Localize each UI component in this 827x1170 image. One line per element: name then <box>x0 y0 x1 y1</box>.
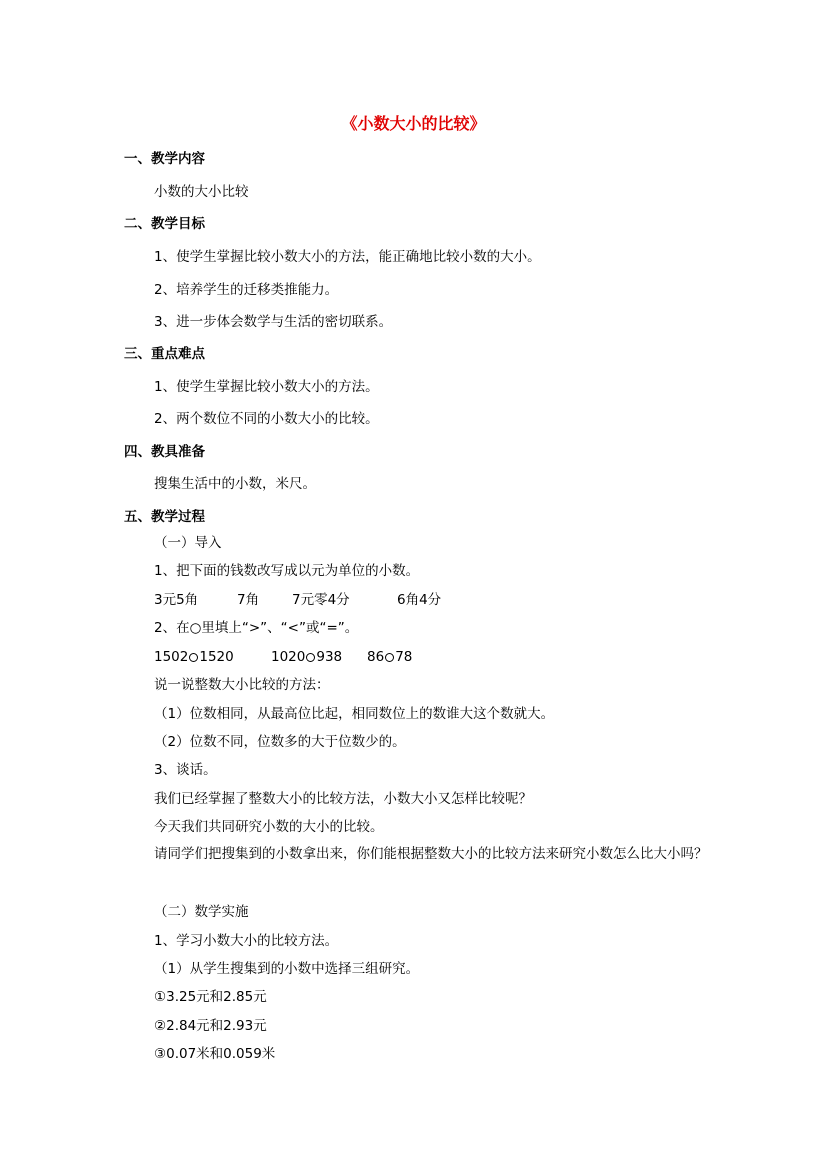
money-item: 7角 <box>237 592 260 608</box>
blank-circle-icon <box>189 653 198 662</box>
method-prompt: 说一说整数大小比较的方法： <box>154 677 330 693</box>
section-1-heading: 一、教学内容 <box>124 151 205 167</box>
section-4-heading: 四、教具准备 <box>124 444 205 460</box>
blank-circle-icon <box>385 653 394 662</box>
comparison-right: 938 <box>316 649 343 665</box>
goal-item: 3、进一步体会数学与生活的密切联系。 <box>154 314 393 330</box>
talk-line: 今天我们共同研究小数的大小的比较。 <box>154 819 384 835</box>
section-5-heading: 五、教学过程 <box>124 509 205 525</box>
comparison-item <box>367 648 412 666</box>
section-2-heading: 二、教学目标 <box>124 216 205 232</box>
learn-heading: 1、学习小数大小的比较方法。 <box>154 933 339 949</box>
comparison-right: 1520 <box>199 649 234 665</box>
question-2: 2、在○里填上“>”、“<”或“=”。 <box>154 620 359 636</box>
question-3: 3、谈话。 <box>154 762 217 778</box>
section-1-text: 小数的大小比较 <box>154 184 249 200</box>
key-point-item: 1、使学生掌握比较小数大小的方法。 <box>154 379 379 395</box>
group-item: ②2.84元和2.93元 <box>154 1018 267 1034</box>
group-item: ①3.25元和2.85元 <box>154 989 267 1005</box>
section-3-heading: 三、重点难点 <box>124 346 205 362</box>
money-item: 7元零4分 <box>292 592 350 608</box>
money-item: 6角4分 <box>397 592 442 608</box>
subsection-1-heading: （一）导入 <box>154 535 222 551</box>
group-item: ③0.07米和0.059米 <box>154 1046 276 1062</box>
comparison-item <box>154 648 234 666</box>
comparison-left: 86 <box>367 649 385 665</box>
document-title: 《小数大小的比较》 <box>341 114 486 133</box>
comparison-left: 1502 <box>154 649 189 665</box>
money-item: 3元5角 <box>154 592 199 608</box>
talk-paragraph: 请同学们把搜集到的小数拿出来，你们能根据整数大小的比较方法来研究小数怎么比大小吗？ <box>154 846 708 862</box>
step-1: （1）从学生搜集到的小数中选择三组研究。 <box>154 961 420 977</box>
blank-circle-icon <box>306 653 315 662</box>
question-1: 1、把下面的钱数改写成以元为单位的小数。 <box>154 563 420 579</box>
section-4-text: 搜集生活中的小数，米尺。 <box>154 476 316 492</box>
goal-item: 1、使学生掌握比较小数大小的方法，能正确地比较小数的大小。 <box>154 249 541 265</box>
comparison-right: 78 <box>395 649 413 665</box>
talk-line: 我们已经掌握了整数大小的比较方法，小数大小又怎样比较呢？ <box>154 791 532 807</box>
subsection-2-heading: （二）数学实施 <box>154 904 249 920</box>
goal-item: 2、培养学生的迁移类推能力。 <box>154 282 339 298</box>
comparison-item <box>271 648 342 666</box>
rule-item: （2）位数不同，位数多的大于位数少的。 <box>154 734 406 750</box>
comparison-left: 1020 <box>271 649 306 665</box>
rule-item: （1）位数相同，从最高位比起，相同数位上的数谁大这个数就大。 <box>154 706 555 722</box>
key-point-item: 2、两个数位不同的小数大小的比较。 <box>154 411 379 427</box>
